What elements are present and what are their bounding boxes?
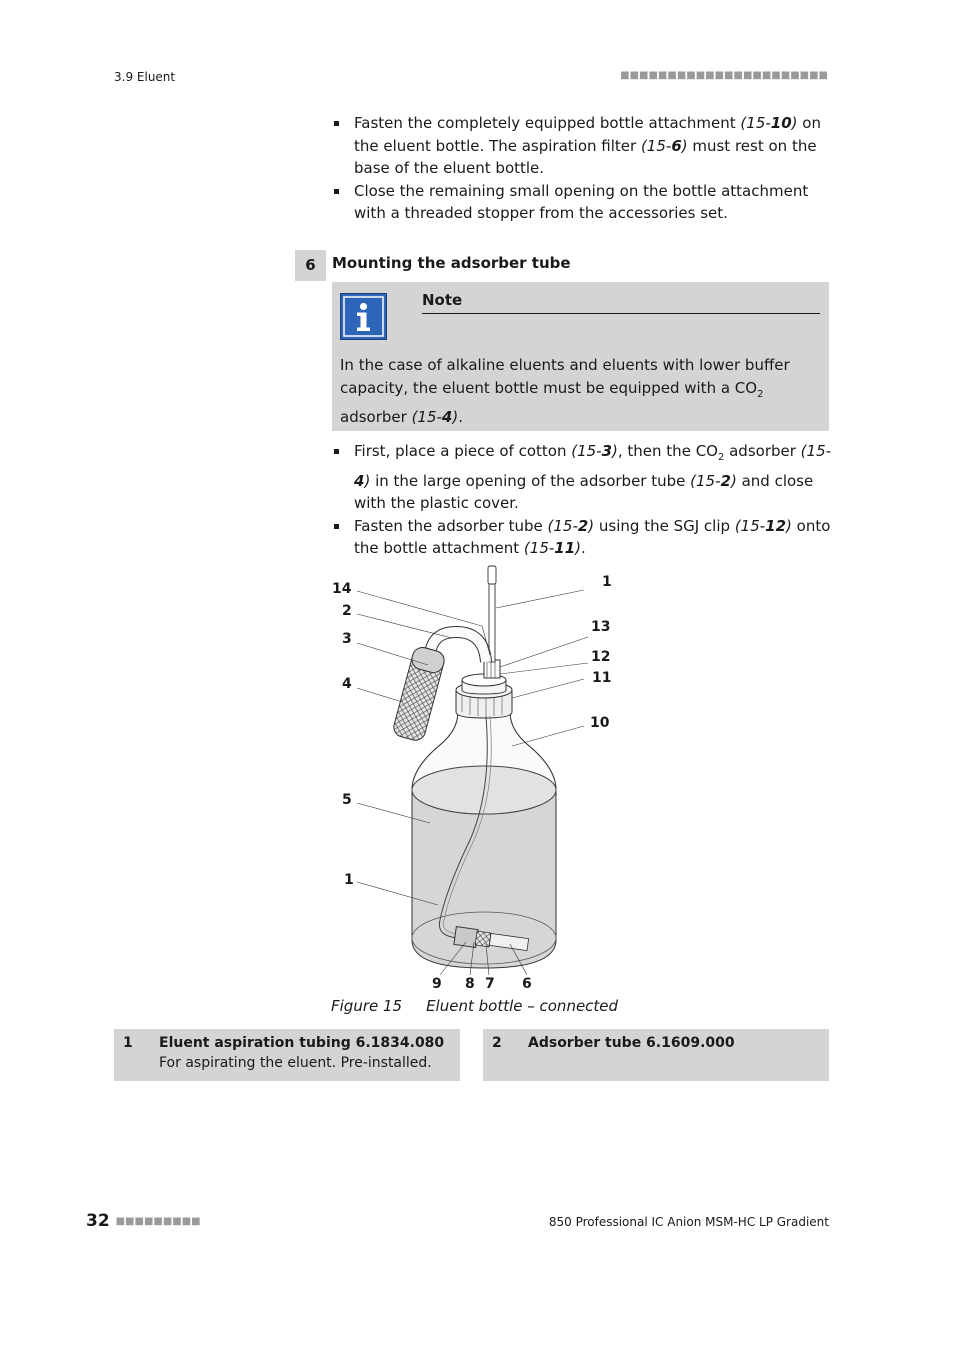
section-header: 3.9 Eluent bbox=[114, 70, 176, 84]
list-item: Fasten the adsorber tube (15-2) using the SGJ clip (15-12) onto the bottle attachment (15-11). bbox=[332, 515, 832, 560]
callout-1-top: 1 bbox=[602, 574, 612, 590]
figure-reference: (15-4) bbox=[411, 408, 459, 426]
legend-item: 1 Eluent aspiration tubing 6.1834.080 For aspirating the eluent. Pre-installed. bbox=[114, 1029, 460, 1081]
callout-3: 3 bbox=[342, 631, 352, 647]
callout-7: 7 bbox=[485, 976, 495, 992]
callout-11: 11 bbox=[592, 670, 612, 686]
info-icon bbox=[340, 293, 387, 340]
header-decoration: ■■■■■■■■■■■■■■■■■■■■■■ bbox=[620, 70, 828, 81]
product-name: 850 Professional IC Anion MSM-HC LP Gradient bbox=[548, 1215, 829, 1229]
list-item: Close the remaining small opening on the bottle attachment with a threaded stopper from the accessories set. bbox=[332, 180, 832, 225]
legend-item: 2 Adsorber tube 6.1609.000 bbox=[483, 1029, 829, 1081]
eluent-bottle-illustration bbox=[300, 560, 640, 1000]
list-item: First, place a piece of cotton (15-3), then the $CO_2$ adsorber (15-4) in the large opening of the adsorber tube (15-2) and close with the plastic cover. bbox=[332, 440, 832, 515]
legend-title: Eluent aspiration tubing 6.1834.080 bbox=[159, 1035, 445, 1051]
note-title: Note bbox=[422, 291, 463, 309]
callout-5: 5 bbox=[342, 792, 352, 808]
callout-4: 4 bbox=[342, 676, 352, 692]
callout-14: 14 bbox=[332, 581, 352, 597]
page-number: 32 ■■■■■■■■■ bbox=[86, 1211, 201, 1231]
callout-12: 12 bbox=[591, 649, 611, 665]
callout-13: 13 bbox=[591, 619, 611, 635]
callout-9: 9 bbox=[432, 976, 442, 992]
step-bullet-list bbox=[332, 440, 832, 560]
step-title: Mounting the adsorber tube bbox=[332, 254, 571, 272]
figure-reference: (15-10) bbox=[740, 114, 798, 132]
callout-8: 8 bbox=[465, 976, 475, 992]
callout-6: 6 bbox=[522, 976, 532, 992]
callout-1-bottom: 1 bbox=[344, 872, 354, 888]
figure-caption: Figure 15 Eluent bottle – connected bbox=[331, 997, 619, 1015]
callout-10: 10 bbox=[590, 715, 610, 731]
legend-title: Adsorber tube 6.1609.000 bbox=[528, 1035, 735, 1051]
top-bullet-list bbox=[332, 112, 832, 225]
note-text: In the case of alkaline eluents and eluents with lower buffer capacity, the eluent bottle must be equipped with a $CO_2$ adsorber (15-4). bbox=[340, 356, 790, 426]
step-number: 6 bbox=[295, 250, 326, 281]
note-divider bbox=[422, 313, 820, 314]
callout-2: 2 bbox=[342, 603, 352, 619]
legend-description: For aspirating the eluent. Pre-installed. bbox=[159, 1055, 432, 1071]
list-item: Fasten the completely equipped bottle attachment (15-10) on the eluent bottle. The aspiration filter (15-6) must rest on the base of the eluent bottle. bbox=[332, 112, 832, 180]
figure-reference: (15-6) bbox=[640, 136, 688, 155]
